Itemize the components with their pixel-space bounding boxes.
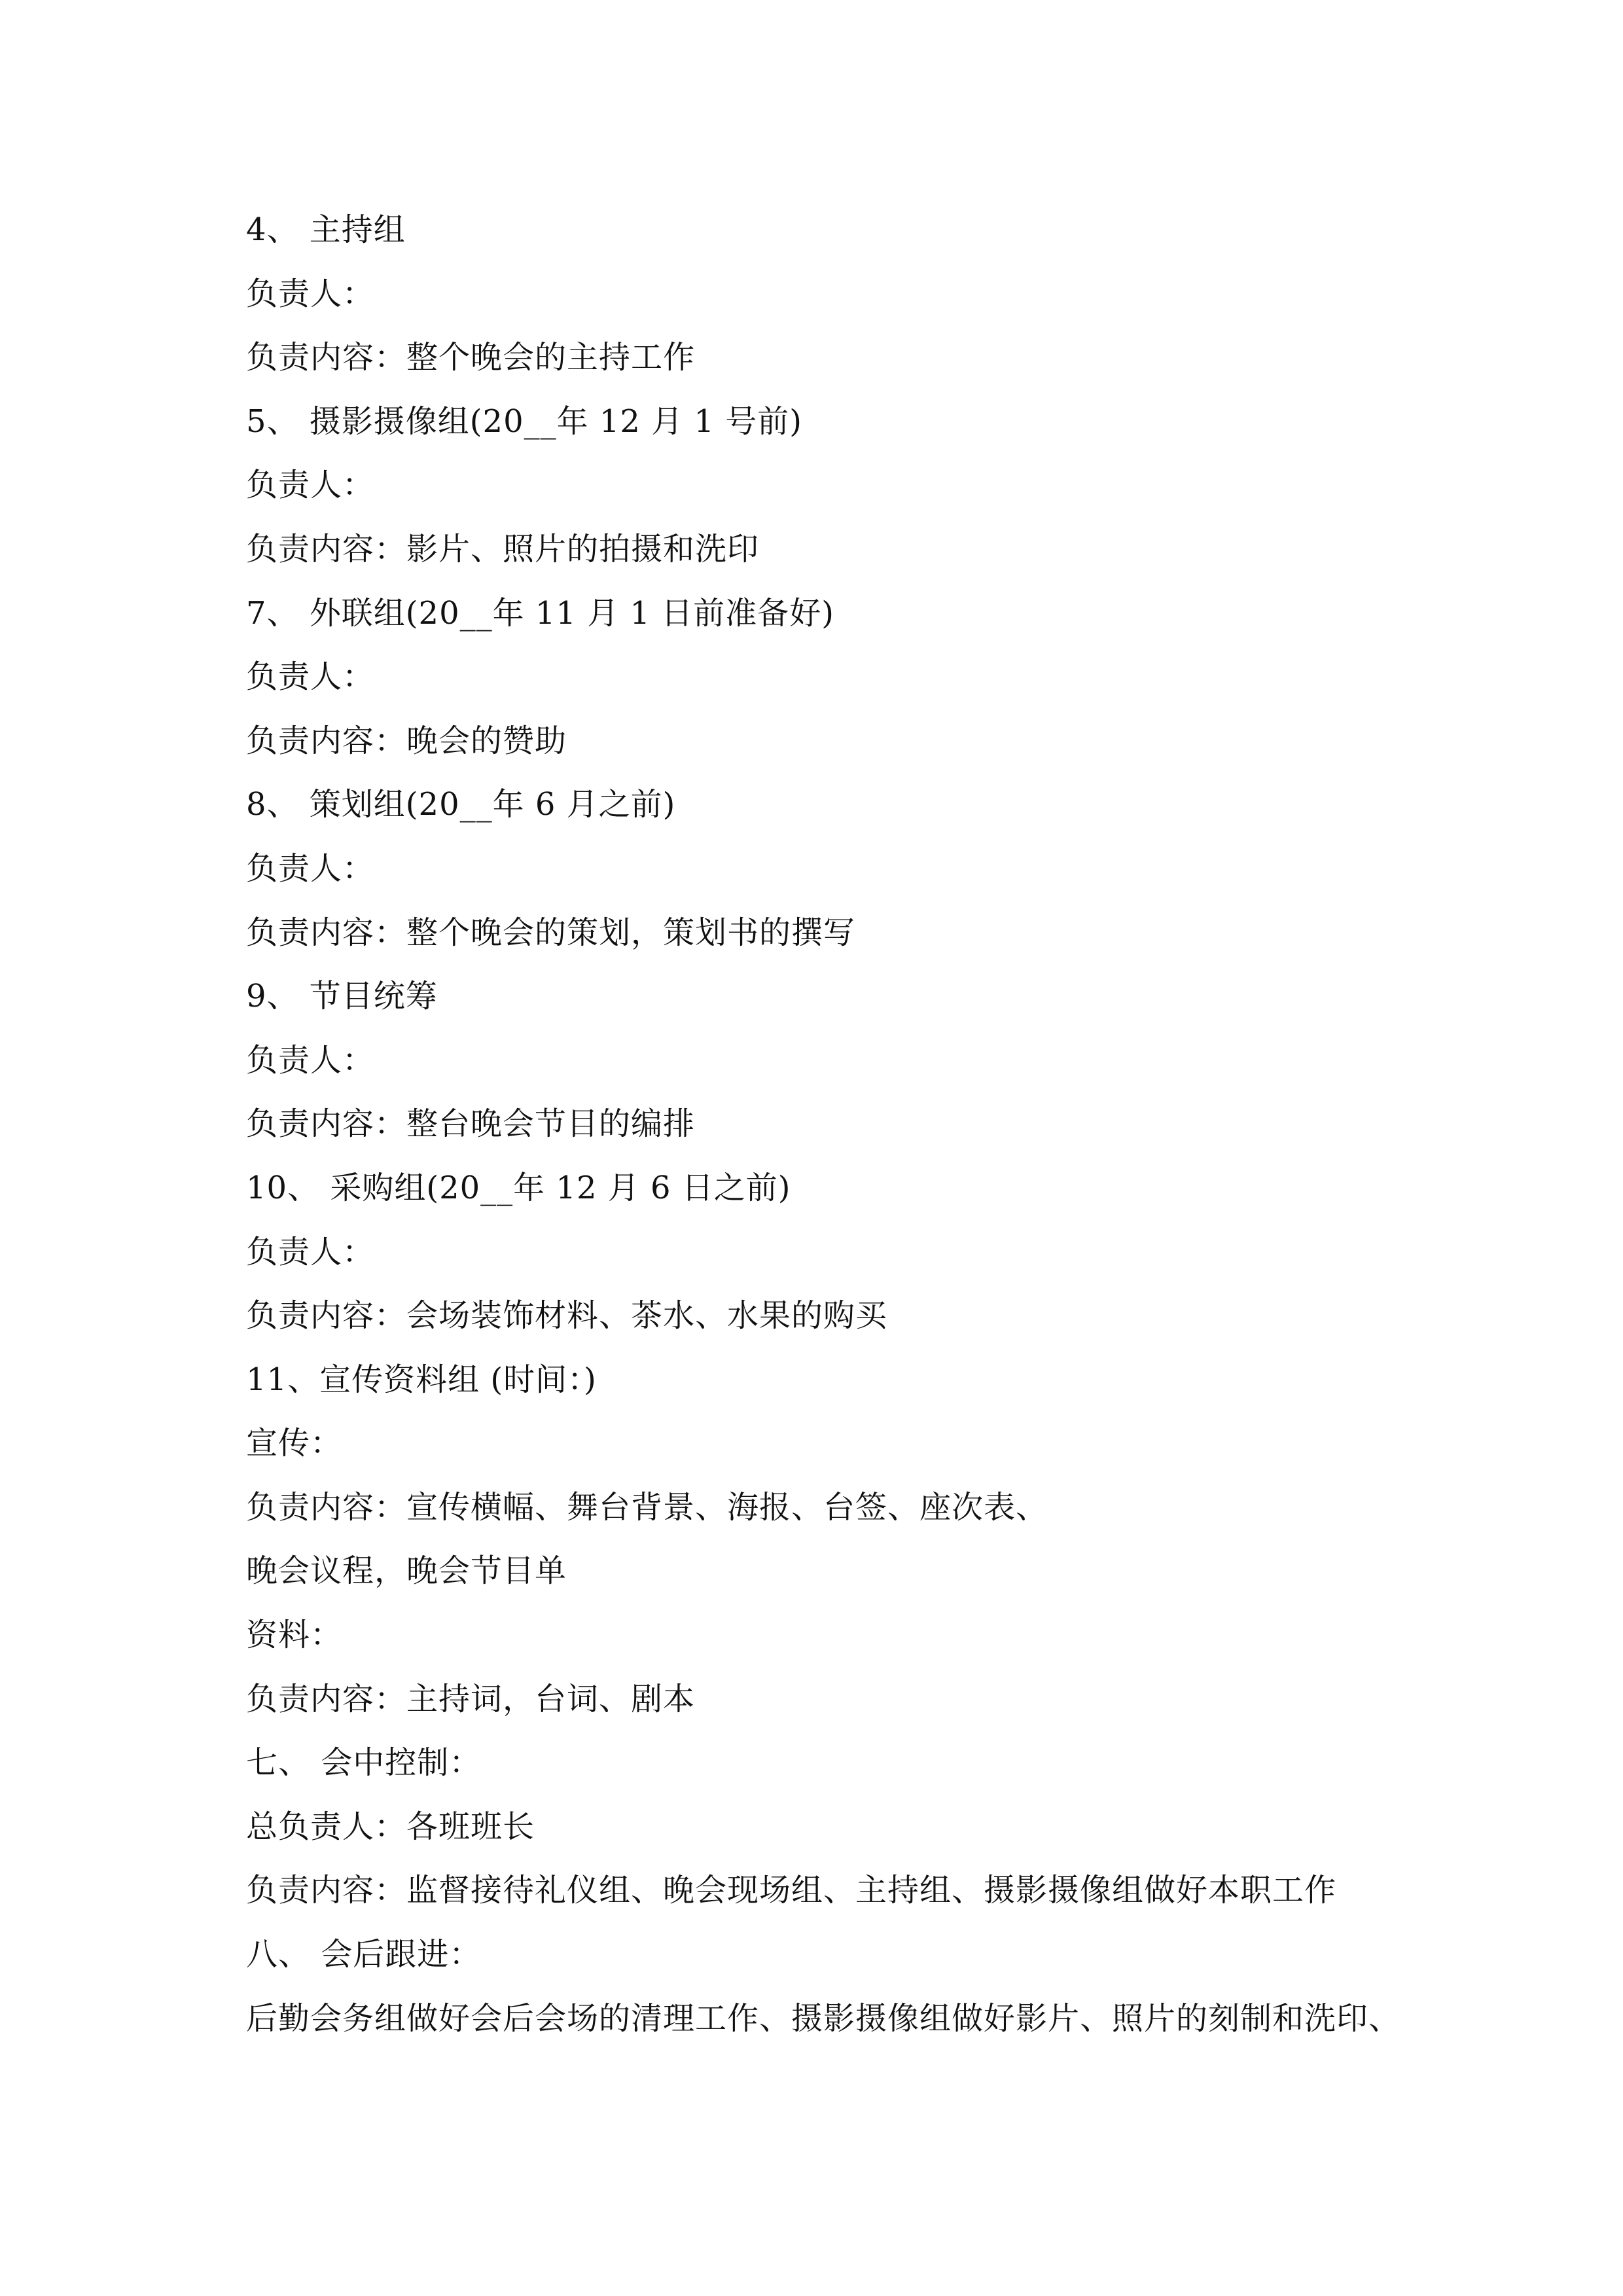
person-in-charge-label: 负责人： <box>246 467 375 504</box>
responsibility-line-continued: 晚会议程，晚会节目单 <box>246 1552 567 1590</box>
document-body <box>246 204 1411 2056</box>
responsibility-line: 负责内容：宣传横幅、舞台背景、海报、台签、座次表、 <box>246 1488 1048 1526</box>
heading-post-event-follow-up: 八、 会后跟进： <box>246 1936 482 1973</box>
heading-planning-group: 8、 策划组(20__年 6 月之前) <box>246 786 676 823</box>
person-in-charge-label: 负责人： <box>246 850 375 887</box>
heading-purchasing-group: 10、 采购组(20__年 12 月 6 日之前) <box>246 1169 791 1206</box>
heading-publicity-materials-group: 11、宣传资料组 (时间：) <box>246 1361 597 1398</box>
heading-program-coordination: 9、 节目统筹 <box>246 978 438 1015</box>
responsibility-line: 负责内容：整个晚会的主持工作 <box>246 339 696 376</box>
heading-photo-video-group: 5、 摄影摄像组(20__年 12 月 1 号前) <box>246 403 802 440</box>
person-in-charge-label: 负责人： <box>246 1233 375 1270</box>
responsibility-line: 负责内容：主持词，台词、剧本 <box>246 1680 696 1717</box>
heading-in-event-control: 七、 会中控制： <box>246 1744 482 1782</box>
follow-up-text: 后勤会务组做好会后会场的清理工作、摄影摄像组做好影片、照片的刻制和洗印、 <box>246 2000 1401 2037</box>
chief-in-charge-line: 总负责人：各班班长 <box>246 1808 535 1845</box>
responsibility-line: 负责内容：监督接待礼仪组、晚会现场组、主持组、摄影摄像组做好本职工作 <box>246 1872 1337 1909</box>
materials-label: 资料： <box>246 1617 343 1654</box>
person-in-charge-label: 负责人： <box>246 658 375 696</box>
responsibility-line: 负责内容：整个晚会的策划，策划书的撰写 <box>246 914 856 951</box>
heading-external-liaison-group: 7、 外联组(20__年 11 月 1 日前准备好) <box>246 594 834 632</box>
person-in-charge-label: 负责人： <box>246 1041 375 1079</box>
responsibility-line: 负责内容：影片、照片的拍摄和洗印 <box>246 530 760 567</box>
responsibility-line: 负责内容：会场装饰材料、茶水、水果的购买 <box>246 1297 888 1335</box>
heading-hosting-group: 4、 主持组 <box>246 211 406 248</box>
responsibility-line: 负责内容：整台晚会节目的编排 <box>246 1105 696 1143</box>
publicity-label: 宣传： <box>246 1425 343 1462</box>
person-in-charge-label: 负责人： <box>246 275 375 312</box>
responsibility-line: 负责内容：晚会的赞助 <box>246 722 567 759</box>
